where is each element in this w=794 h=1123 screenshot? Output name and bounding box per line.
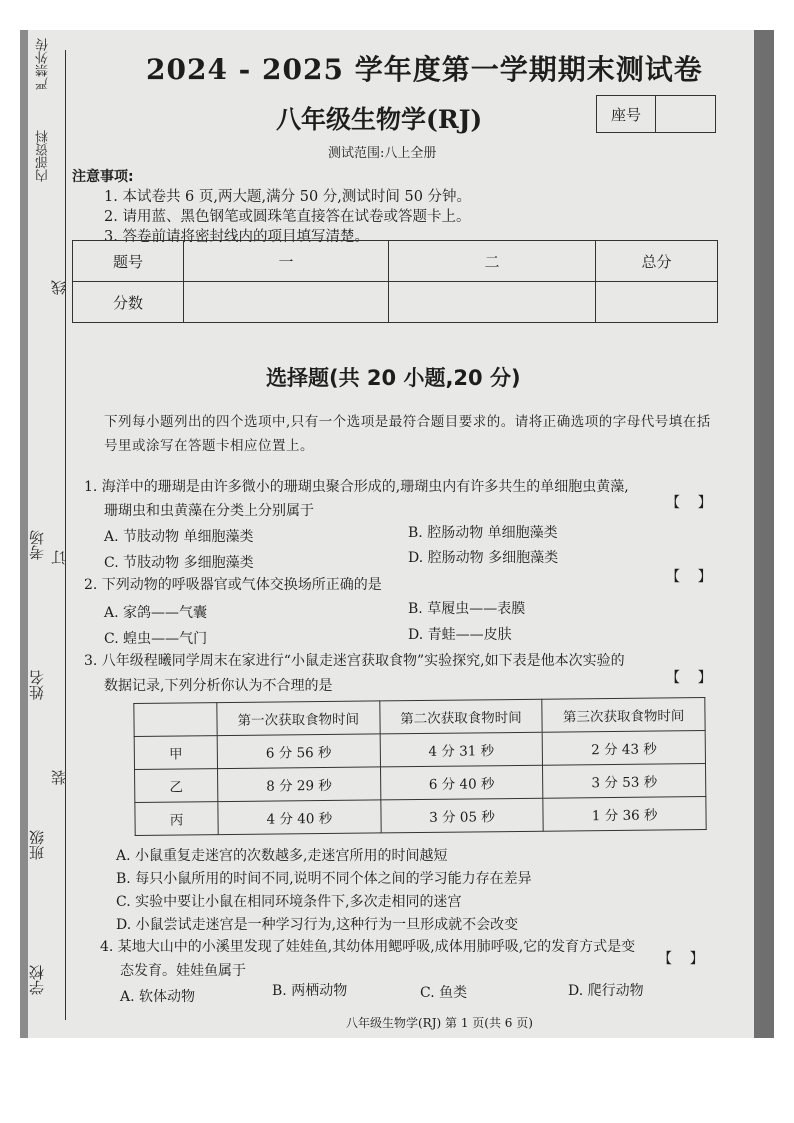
table-cell: 3 分 53 秒 bbox=[543, 764, 706, 799]
table-cell: 甲 bbox=[134, 736, 217, 770]
table-cell: 1 分 36 秒 bbox=[543, 797, 706, 832]
margin-line-label: 线 bbox=[50, 280, 68, 295]
table-cell: 6 分 40 秒 bbox=[380, 765, 543, 800]
table-row bbox=[73, 282, 718, 323]
question-4-stem-cont: 态发育。娃娃鱼属于 bbox=[120, 963, 246, 979]
table-cell: 4 分 31 秒 bbox=[380, 732, 543, 767]
score-header-cell: 题号 bbox=[73, 241, 184, 282]
notice-item: 2. 请用蓝、黑色钢笔或圆珠笔直接答在试卷或答题卡上。 bbox=[104, 209, 471, 225]
score-input-cell[interactable] bbox=[389, 282, 596, 323]
table-cell: 2 分 43 秒 bbox=[542, 731, 705, 766]
score-label-cell: 分数 bbox=[73, 282, 184, 323]
question-4-option-b[interactable]: B. 两栖动物 bbox=[272, 983, 348, 999]
question-4-option-d[interactable]: D. 爬行动物 bbox=[568, 983, 644, 999]
table-header-cell: 第三次获取食物时间 bbox=[542, 698, 705, 733]
score-header-cell: 二 bbox=[389, 241, 596, 282]
margin-school: 学校 bbox=[28, 965, 46, 995]
question-2-answer-bracket[interactable]: 【 】 bbox=[666, 569, 712, 585]
question-2-option-d[interactable]: D. 青蛙——皮肤 bbox=[408, 627, 512, 643]
score-table bbox=[72, 240, 718, 323]
question-3-stem: 3. 八年级程曦同学周末在家进行“小鼠走迷宫获取食物”实验探究,如下表是他本次实验的 bbox=[84, 653, 625, 669]
table-cell: 4 分 40 秒 bbox=[218, 800, 381, 835]
question-4-option-c[interactable]: C. 鱼类 bbox=[420, 985, 468, 1001]
test-scope: 测试范围:八上全册 bbox=[328, 146, 437, 161]
margin-name: 姓名 bbox=[28, 670, 46, 700]
exam-title: 2024 - 2025 学年度第一学期期末测试卷 bbox=[146, 53, 703, 86]
table-cell: 3 分 05 秒 bbox=[381, 798, 544, 833]
margin-internal: 内部资料 bbox=[36, 130, 51, 182]
question-1-answer-bracket[interactable]: 【 】 bbox=[666, 495, 712, 511]
question-3-option-d[interactable]: D. 小鼠尝试走迷宫是一种学习行为,这种行为一旦形成就不会改变 bbox=[116, 917, 519, 933]
table-header-cell: 第二次获取食物时间 bbox=[379, 699, 542, 734]
question-4-option-a[interactable]: A. 软体动物 bbox=[120, 989, 196, 1005]
table-row bbox=[135, 797, 706, 836]
margin-staple: 订 bbox=[50, 550, 68, 565]
question-2-option-b[interactable]: B. 草履虫——表膜 bbox=[408, 601, 526, 617]
question-3-stem-cont: 数据记录,下列分析你认为不合理的是 bbox=[104, 678, 333, 694]
question-1-option-c[interactable]: C. 节肢动物 多细胞藻类 bbox=[104, 555, 254, 571]
question-1-option-a[interactable]: A. 节肢动物 单细胞藻类 bbox=[104, 529, 254, 545]
page-footer: 八年级生物学(RJ) 第 1 页(共 6 页) bbox=[346, 1016, 533, 1030]
score-input-cell[interactable] bbox=[596, 282, 718, 323]
margin-secret: 严禁外传 bbox=[36, 38, 51, 90]
table-cell: 丙 bbox=[135, 802, 218, 836]
seat-blank[interactable] bbox=[656, 96, 715, 132]
question-2-stem: 2. 下列动物的呼吸器官或气体交换场所正确的是 bbox=[84, 577, 382, 593]
exam-sheet bbox=[20, 30, 774, 1038]
photo-edge-right bbox=[754, 30, 774, 1038]
question-1-stem: 1. 海洋中的珊瑚是由许多微小的珊瑚虫聚合形成的,珊瑚虫内有许多共生的单细胞虫黄藻, bbox=[84, 479, 629, 495]
table-row bbox=[73, 241, 718, 282]
table-cell: 乙 bbox=[135, 769, 218, 803]
table-cell: 8 分 29 秒 bbox=[218, 767, 381, 802]
maze-data-table bbox=[133, 697, 706, 836]
binding-line bbox=[65, 50, 66, 1020]
exam-subtitle: 八年级生物学(RJ) bbox=[276, 105, 483, 134]
question-4-stem: 4. 某地大山中的小溪里发现了娃娃鱼,其幼体用鳃呼吸,成体用肺呼吸,它的发育方式是变 bbox=[100, 939, 636, 955]
question-2-option-a[interactable]: A. 家鸽——气囊 bbox=[104, 605, 208, 621]
score-header-cell: 一 bbox=[184, 241, 389, 282]
question-1-stem-cont: 珊瑚虫和虫黄藻在分类上分别属于 bbox=[104, 503, 314, 519]
question-3-option-c[interactable]: C. 实验中要让小鼠在相同环境条件下,多次走相同的迷宫 bbox=[116, 894, 462, 910]
question-1-option-d[interactable]: D. 腔肠动物 多细胞藻类 bbox=[408, 550, 559, 566]
section-title: 选择题(共 20 小题,20 分) bbox=[266, 366, 521, 390]
notice-item: 3. 答卷前请将密封线内的项目填写清楚。 bbox=[104, 229, 369, 245]
notice-title: 注意事项: bbox=[72, 169, 134, 185]
table-header-cell: 第一次获取食物时间 bbox=[217, 701, 380, 736]
score-header-cell: 总分 bbox=[596, 241, 718, 282]
question-1-option-b[interactable]: B. 腔肠动物 单细胞藻类 bbox=[408, 525, 558, 541]
table-cell: 6 分 56 秒 bbox=[217, 734, 380, 769]
question-3-option-b[interactable]: B. 每只小鼠所用的时间不同,说明不同个体之间的学习能力存在差异 bbox=[116, 871, 532, 887]
table-header-cell bbox=[134, 703, 217, 737]
question-2-option-c[interactable]: C. 蝗虫——气门 bbox=[104, 631, 208, 647]
notice-item: 1. 本试卷共 6 页,两大题,满分 50 分,测试时间 50 分钟。 bbox=[104, 189, 472, 205]
margin-bind: 装 bbox=[50, 770, 68, 785]
score-input-cell[interactable] bbox=[184, 282, 389, 323]
seat-number-box bbox=[596, 95, 716, 133]
question-3-answer-bracket[interactable]: 【 】 bbox=[666, 670, 712, 686]
seat-label: 座号 bbox=[597, 96, 656, 132]
margin-exam-room: 考场 bbox=[28, 530, 46, 560]
margin-class: 班级 bbox=[28, 830, 46, 860]
question-4-answer-bracket[interactable]: 【 】 bbox=[658, 951, 704, 967]
question-3-option-a[interactable]: A. 小鼠重复走迷宫的次数越多,走迷宫所用的时间越短 bbox=[116, 848, 448, 864]
section-instructions: 下列每小题列出的四个选项中,只有一个选项是最符合题目要求的。请将正确选项的字母代号填在括号里或涂写在答题卡相应位置上。 bbox=[104, 414, 711, 454]
